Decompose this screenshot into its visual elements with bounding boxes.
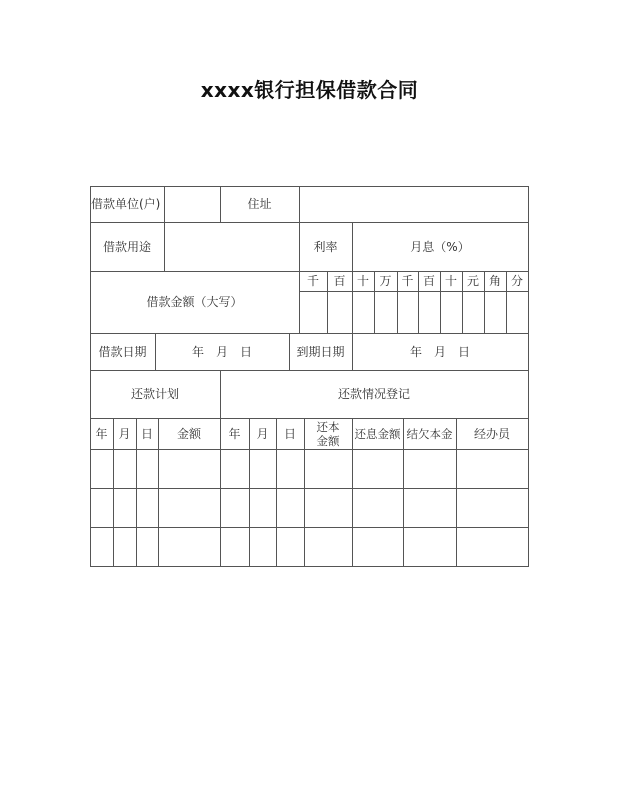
- rate-label: 利率: [313, 239, 338, 254]
- table-cell[interactable]: [305, 528, 352, 566]
- col-header-day: 日: [140, 426, 153, 441]
- digit-field[interactable]: [328, 292, 352, 333]
- rule: [90, 566, 529, 567]
- table-cell[interactable]: [457, 489, 528, 527]
- table-cell[interactable]: [91, 489, 113, 527]
- digit-field[interactable]: [507, 292, 528, 333]
- digit-field[interactable]: [419, 292, 440, 333]
- document-title: xxxx银行担保借款合同: [200, 78, 419, 102]
- col-header-handler: 经办员: [473, 426, 510, 441]
- table-cell[interactable]: [159, 450, 220, 488]
- loan-date-field[interactable]: 年 月 日: [191, 344, 252, 359]
- digit-field[interactable]: [398, 292, 418, 333]
- table-cell[interactable]: [305, 489, 352, 527]
- digit-field[interactable]: [375, 292, 397, 333]
- col-header-amount: 金额: [176, 426, 201, 441]
- col-header-year: 年: [95, 426, 108, 441]
- table-cell[interactable]: [305, 450, 352, 488]
- digit-field[interactable]: [463, 292, 484, 333]
- digit-field[interactable]: [485, 292, 506, 333]
- loan-date-label: 借款日期: [98, 344, 147, 359]
- col-header-day-2: 日: [283, 426, 296, 441]
- digit-header-qian: 千: [306, 274, 319, 288]
- address-label: 住址: [247, 197, 272, 211]
- digit-header-yuan: 元: [466, 274, 479, 288]
- digit-header-bai2: 百: [422, 274, 435, 288]
- digit-field[interactable]: [300, 292, 327, 333]
- amount-label: 借款金额（大写）: [146, 295, 243, 309]
- table-cell[interactable]: [91, 528, 113, 566]
- digit-header-bai: 百: [333, 274, 346, 288]
- table-cell[interactable]: [159, 528, 220, 566]
- repayment-record-label: 还款情况登记: [337, 387, 410, 401]
- table-cell[interactable]: [457, 450, 528, 488]
- col-header-year-2: 年: [228, 426, 241, 441]
- table-cell[interactable]: [457, 528, 528, 566]
- digit-header-qian2: 千: [401, 274, 414, 288]
- address-field[interactable]: [300, 187, 528, 222]
- digit-header-shi2: 十: [444, 274, 457, 288]
- rule: [528, 186, 529, 567]
- digit-field[interactable]: [441, 292, 462, 333]
- col-header-outstanding-principal: 结欠本金: [406, 426, 453, 441]
- table-cell[interactable]: [159, 489, 220, 527]
- digit-field[interactable]: [353, 292, 374, 333]
- col-header-interest-repaid: 还息金额: [354, 426, 401, 441]
- digit-header-shi: 十: [356, 274, 369, 288]
- borrower-label: 借款单位(户): [91, 197, 161, 211]
- purpose-label: 借款用途: [102, 239, 151, 254]
- monthly-interest-label[interactable]: 月息（%）: [410, 239, 470, 254]
- digit-header-jiao: 角: [488, 274, 501, 288]
- col-header-month: 月: [118, 426, 131, 441]
- purpose-field[interactable]: [165, 223, 299, 271]
- borrower-field[interactable]: [165, 187, 220, 222]
- col-header-month-2: 月: [256, 426, 269, 441]
- due-date-field[interactable]: 年 月 日: [409, 344, 470, 359]
- col-header-principal-repaid: 还本金额: [316, 419, 340, 448]
- table-cell[interactable]: [91, 450, 113, 488]
- digit-header-fen: 分: [510, 274, 523, 288]
- digit-header-wan: 万: [379, 274, 392, 288]
- due-date-label: 到期日期: [296, 344, 345, 359]
- repayment-plan-label: 还款计划: [130, 387, 179, 401]
